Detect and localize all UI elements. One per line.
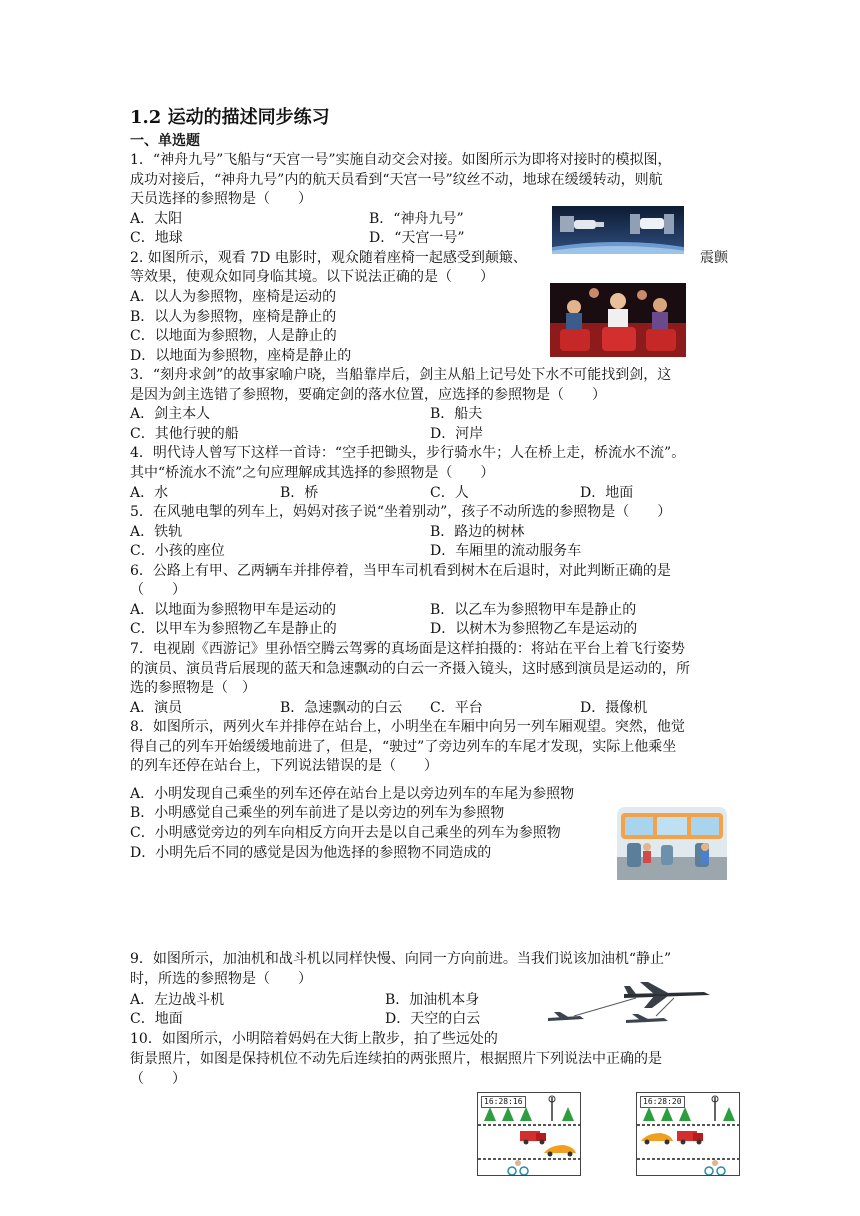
photo-1-timestamp: 16:28:16 xyxy=(481,1096,526,1108)
q8-option-a: A．小明发现自己乘坐的列车还停在站台上是以旁边列车的车尾为参照物 xyxy=(130,786,575,802)
q4-option-c: C．人 xyxy=(430,485,469,501)
q6-option-b: B．以乙车为参照物甲车是静止的 xyxy=(430,602,637,618)
q1-option-c: C．地球 xyxy=(130,230,183,246)
q4-stem: 4．明代诗人曾写下这样一首诗：“空手把锄头，步行骑水牛；人在桥上走，桥流水不流”。 xyxy=(130,445,686,461)
q7-option-d: D．摄像机 xyxy=(580,700,648,716)
q3-option-c: C．其他行驶的船 xyxy=(130,426,239,442)
q9-stem: 时，所选的参照物是（ ） xyxy=(130,971,312,987)
street-photo-1 xyxy=(477,1092,581,1176)
q7-option-b: B．急速飘动的白云 xyxy=(280,700,403,716)
q2-stem-end: 震颤 xyxy=(700,250,728,266)
q10-stem: 街景照片，如图是保持机位不动先后连续拍的两张照片，根据照片下列说法中正确的是 xyxy=(130,1051,662,1067)
q7-option-a: A．演员 xyxy=(130,700,183,716)
q4-option-a: A．水 xyxy=(130,485,169,501)
q5-stem: 5．在风驰电掣的列车上，妈妈对孩子说“坐着别动”，孩子不动所选的参照物是（ ） xyxy=(130,504,672,520)
q3-option-a: A．剑主本人 xyxy=(130,406,211,422)
q4-option-b: B．桥 xyxy=(280,485,319,501)
q8-option-b: B．小明感觉自己乘坐的列车前进了是以旁边的列车为参照物 xyxy=(130,805,505,821)
q6-option-d: D．以树木为参照物乙车是运动的 xyxy=(430,621,638,637)
q4-option-d: D．地面 xyxy=(580,485,634,501)
q2-option-d: D．以地面为参照物，座椅是静止的 xyxy=(130,348,352,364)
q6-stem: 6．公路上有甲、乙两辆车并排停着，当甲车司机看到树木在后退时，对此判断正确的是 xyxy=(130,563,671,579)
q5-option-b: B．路边的树林 xyxy=(430,524,525,540)
q6-stem: （ ） xyxy=(130,582,186,598)
q7-stem: 的演员、演员背后展现的蓝天和急速飘动的白云一齐摄入镜头，这时感到演员是运动的，所 xyxy=(130,661,690,677)
q8-option-c: C．小明感觉旁边的列车向相反方向开去是以自己乘坐的列车为参照物 xyxy=(130,825,561,841)
q3-option-d: D．河岸 xyxy=(430,426,484,442)
q9-option-b: B．加油机本身 xyxy=(385,992,480,1008)
q9-stem: 9．如图所示，加油机和战斗机以同样快慢、向同一方向前进。当我们说该加油机“静止” xyxy=(130,951,672,967)
q2-option-a: A．以人为参照物，座椅是运动的 xyxy=(130,289,337,305)
q1-stem: 1．“神舟九号”飞船与“天宫一号”实施自动交会对接。如图所示为即将对接时的模拟图， xyxy=(130,152,672,168)
q2-stem: 等效果，使观众如同身临其境。以下说法正确的是（ ） xyxy=(130,269,494,285)
q4-stem: 其中“桥流水不流”之句应理解成其选择的参照物是（ ） xyxy=(130,465,495,481)
q2-option-b: B．以人为参照物，座椅是静止的 xyxy=(130,309,337,325)
q1-option-a: A．太阳 xyxy=(130,211,183,227)
q5-option-d: D．车厢里的流动服务车 xyxy=(430,543,582,559)
q5-option-a: A．铁轨 xyxy=(130,524,183,540)
street-photo-2 xyxy=(636,1092,740,1176)
q1-stem: 天员选择的参照物是（ ） xyxy=(130,191,312,207)
train-interior-image xyxy=(617,807,727,880)
q1-option-b: B．“神舟九号” xyxy=(369,211,464,227)
q2-option-c: C．以地面为参照物，人是静止的 xyxy=(130,328,337,344)
q3-stem: 是因为剑主选错了参照物，要确定剑的落水位置，应选择的参照物是（ ） xyxy=(130,387,606,403)
section-heading: 一、单选题 xyxy=(130,133,200,149)
q7-stem: 选的参照物是（ ） xyxy=(130,680,256,696)
q3-stem: 3．“刻舟求剑”的故事家喻户晓，当船靠岸后，剑主从船上记号处下水不可能找到剑，这 xyxy=(130,367,672,383)
movie-theater-image xyxy=(550,283,686,357)
spacecraft-docking-image xyxy=(552,206,684,254)
q6-option-a: A．以地面为参照物甲车是运动的 xyxy=(130,602,337,618)
q9-option-c: C．地面 xyxy=(130,1011,183,1027)
q2-stem: 2. 如图所示，观看 7D 电影时，观众随着座椅一起感受到颠簸、 xyxy=(130,250,527,266)
q9-option-d: D．天空的白云 xyxy=(385,1011,481,1027)
photo-2-timestamp: 16:28:20 xyxy=(640,1096,685,1108)
q1-option-d: D．“天宫一号” xyxy=(369,230,465,246)
q1-stem: 成功对接后，“神舟九号”内的航天员看到“天宫一号”纹丝不动，地球在缓缓转动，则航 xyxy=(130,172,663,188)
q8-stem: 的列车还停在站台上，下列说法错误的是（ ） xyxy=(130,758,438,774)
q7-stem: 7．电视剧《西游记》里孙悟空腾云驾雾的真场面是这样拍摄的：将站在平台上着飞行姿势 xyxy=(130,641,685,657)
q8-stem: 得自己的列车开始缓缓地前进了，但是，“驶过”了旁边列车的车尾才发现，实际上他乘坐 xyxy=(130,739,677,755)
page-title: 1.2 运动的描述同步练习 xyxy=(130,107,330,128)
aerial-refueling-image xyxy=(544,980,712,1030)
q8-stem: 8．如图所示，两列火车并排停在站台上，小明坐在车厢中向另一列车厢观望。突然，他觉 xyxy=(130,719,685,735)
q5-option-c: C．小孩的座位 xyxy=(130,543,225,559)
q7-option-c: C．平台 xyxy=(430,700,483,716)
q10-stem: 10．如图所示，小明陪着妈妈在大街上散步，拍了些远处的 xyxy=(130,1031,498,1047)
q8-option-d: D．小明先后不同的感觉是因为他选择的参照物不同造成的 xyxy=(130,845,492,861)
q3-option-b: B．船夫 xyxy=(430,406,483,422)
q10-stem: （ ） xyxy=(130,1071,186,1087)
q9-option-a: A．左边战斗机 xyxy=(130,992,225,1008)
q6-option-c: C．以甲车为参照物乙车是静止的 xyxy=(130,621,337,637)
